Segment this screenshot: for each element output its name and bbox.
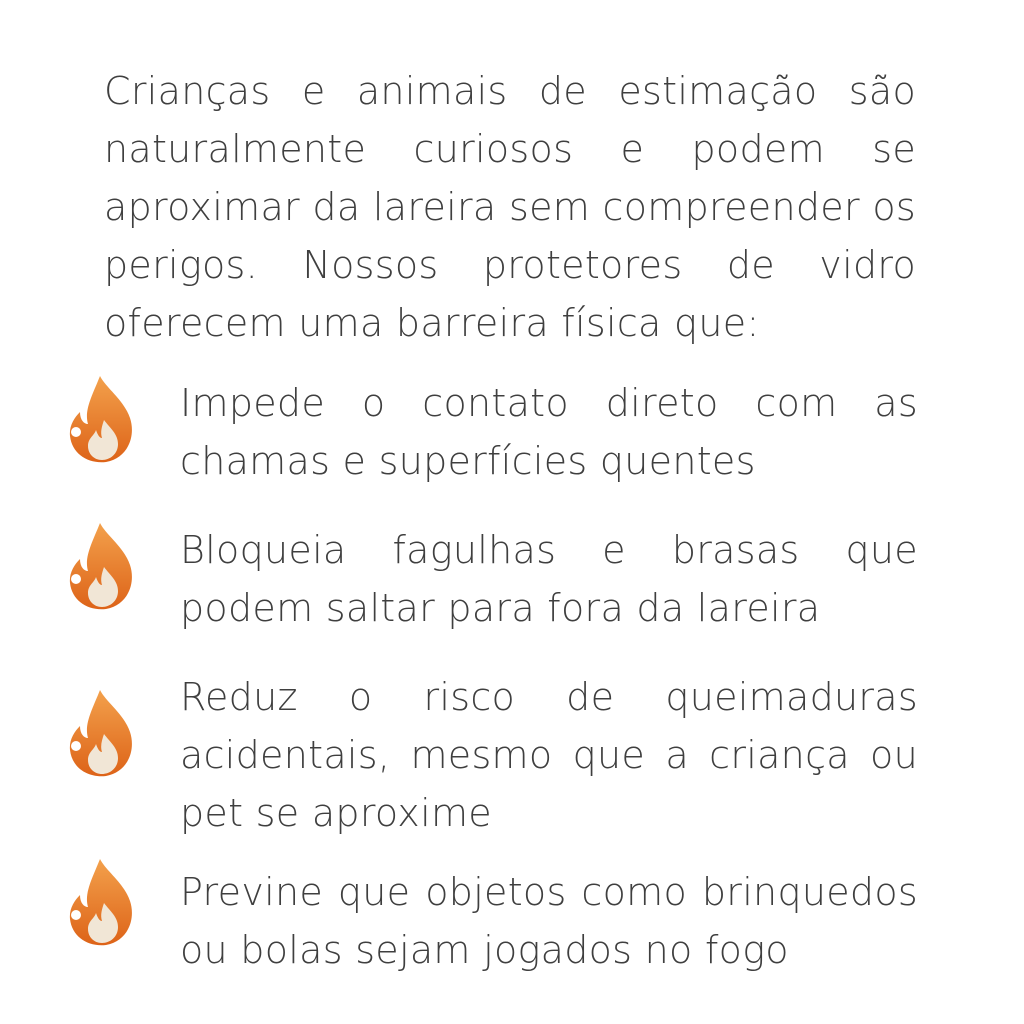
fire-icon — [66, 688, 138, 778]
list-item-text: Bloqueia fagulhas e brasas que podem saltar para fora da lareira — [180, 528, 918, 630]
intro-paragraph: Crianças e animais de estimação são naturalmente curiosos e podem se aproximar da lareira sem compreender os perigos. Nossos protetores de vidro oferecem uma barreira física que: — [104, 69, 916, 345]
fire-icon — [66, 374, 138, 464]
list-item-text: Impede o contato direto com as chamas e superfícies quentes — [180, 381, 918, 483]
fire-icon — [66, 521, 138, 611]
list-item-text: Reduz o risco de queimaduras acidentais, mesmo que a criança ou pet se aproxime — [180, 675, 918, 835]
list-item-text: Previne que objetos como brinquedos ou bolas sejam jogados no fogo — [180, 870, 918, 972]
fire-icon — [66, 857, 138, 947]
